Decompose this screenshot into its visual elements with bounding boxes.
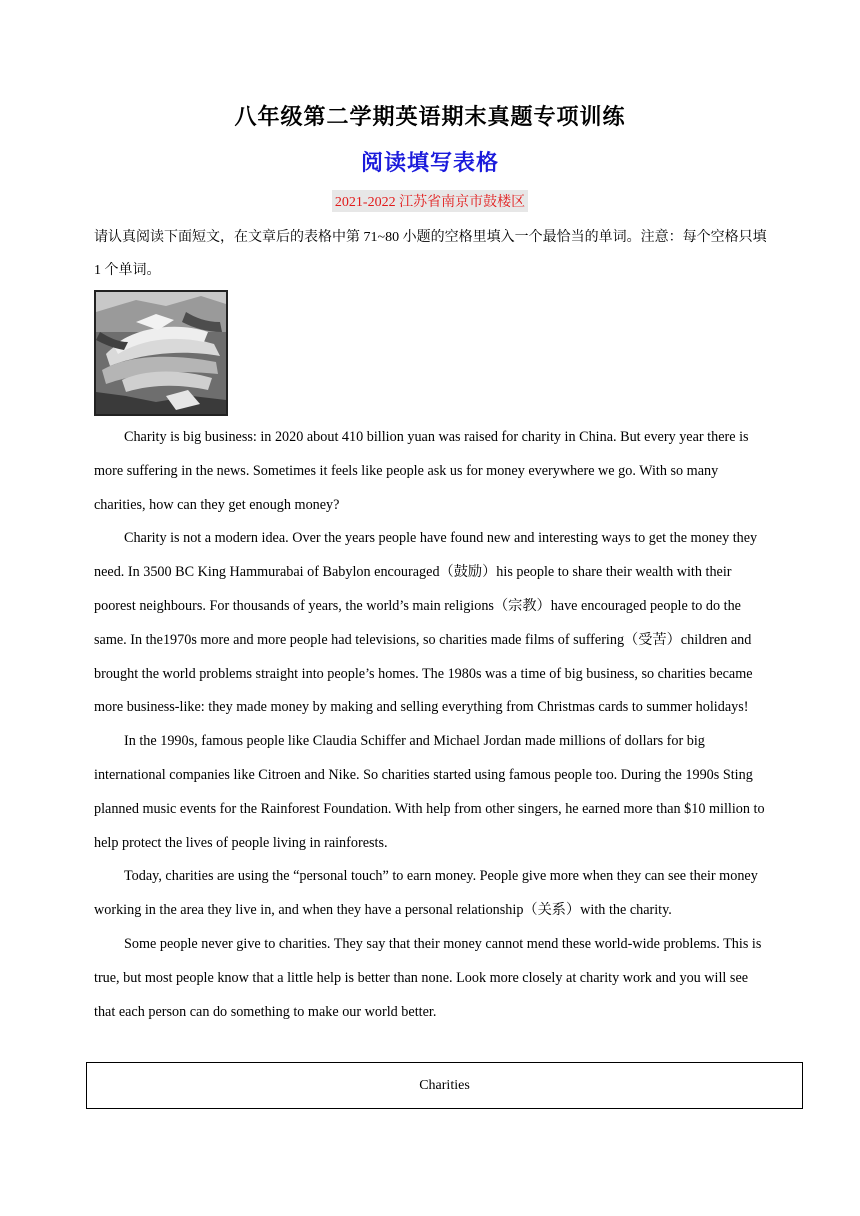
answer-table (86, 1062, 803, 1109)
stacked-hands-photo (94, 290, 228, 416)
page-title: 八年级第二学期英语期末真题专项训练 (234, 104, 626, 129)
passage-paragraph: In the 1990s, famous people like Claudia Schiffer and Michael Jordan made millions of dollars for big international companies like Citroen and Nike. So charities started using famous people too. During the 1990s Sting planned music events for the Rainforest Foundation. With help from other singers, he earned more than $10 million to help protect the lives of people living in rainforests. (94, 733, 765, 851)
table-header: Charities (419, 1077, 470, 1093)
source-line (0, 190, 860, 212)
reading-passage (94, 421, 772, 1029)
source-label: 2021-2022 江苏省南京市鼓楼区 (332, 190, 528, 212)
passage-paragraph: Charity is big business: in 2020 about 410 billion yuan was raised for charity in China. But every year there is more suffering in the news. Sometimes it feels like people ask us for money everywhere we go. With so many charities, how can they get enough money? (94, 429, 749, 513)
passage-paragraph: Some people never give to charities. They say that their money cannot mend these world-wide problems. This is true, but most people know that a little help is better than none. Look more closely at charity work and you will see that each person can do something to make our world better. (94, 935, 762, 1020)
section-subtitle: 阅读填写表格 (360, 150, 499, 175)
instructions-text: 请认真阅读下面短文，在文章后的表格中第 71~80 小题的空格里填入一个最恰当的单词。注意：每个空格只填 1 个单词。 (94, 230, 767, 278)
passage-paragraph: Charity is not a modern idea. Over the years people have found new and interesting ways to get the money they need. In 3500 BC King Hammurabai of Babylon encouraged（鼓励）his people to share their wealth with their poorest neighbours. For thousands of years, the world’s main religions（宗教）have encouraged people to do the same. In the1970s more and more people had televisions, so charities made films of suffering（受苦）children and brought the world problems straight into people’s homes. The 1980s was a time of big business, so charities became more business-like: they made money by making and selling everything from Christmas cards to summer holidays! (94, 530, 758, 716)
passage-paragraph: Today, charities are using the “personal touch” to earn money. People give more when they can see their money working in the area they live in, and when they have a personal relationship（关系）with the charity. (94, 868, 758, 919)
stacked-hands-icon (96, 292, 226, 414)
